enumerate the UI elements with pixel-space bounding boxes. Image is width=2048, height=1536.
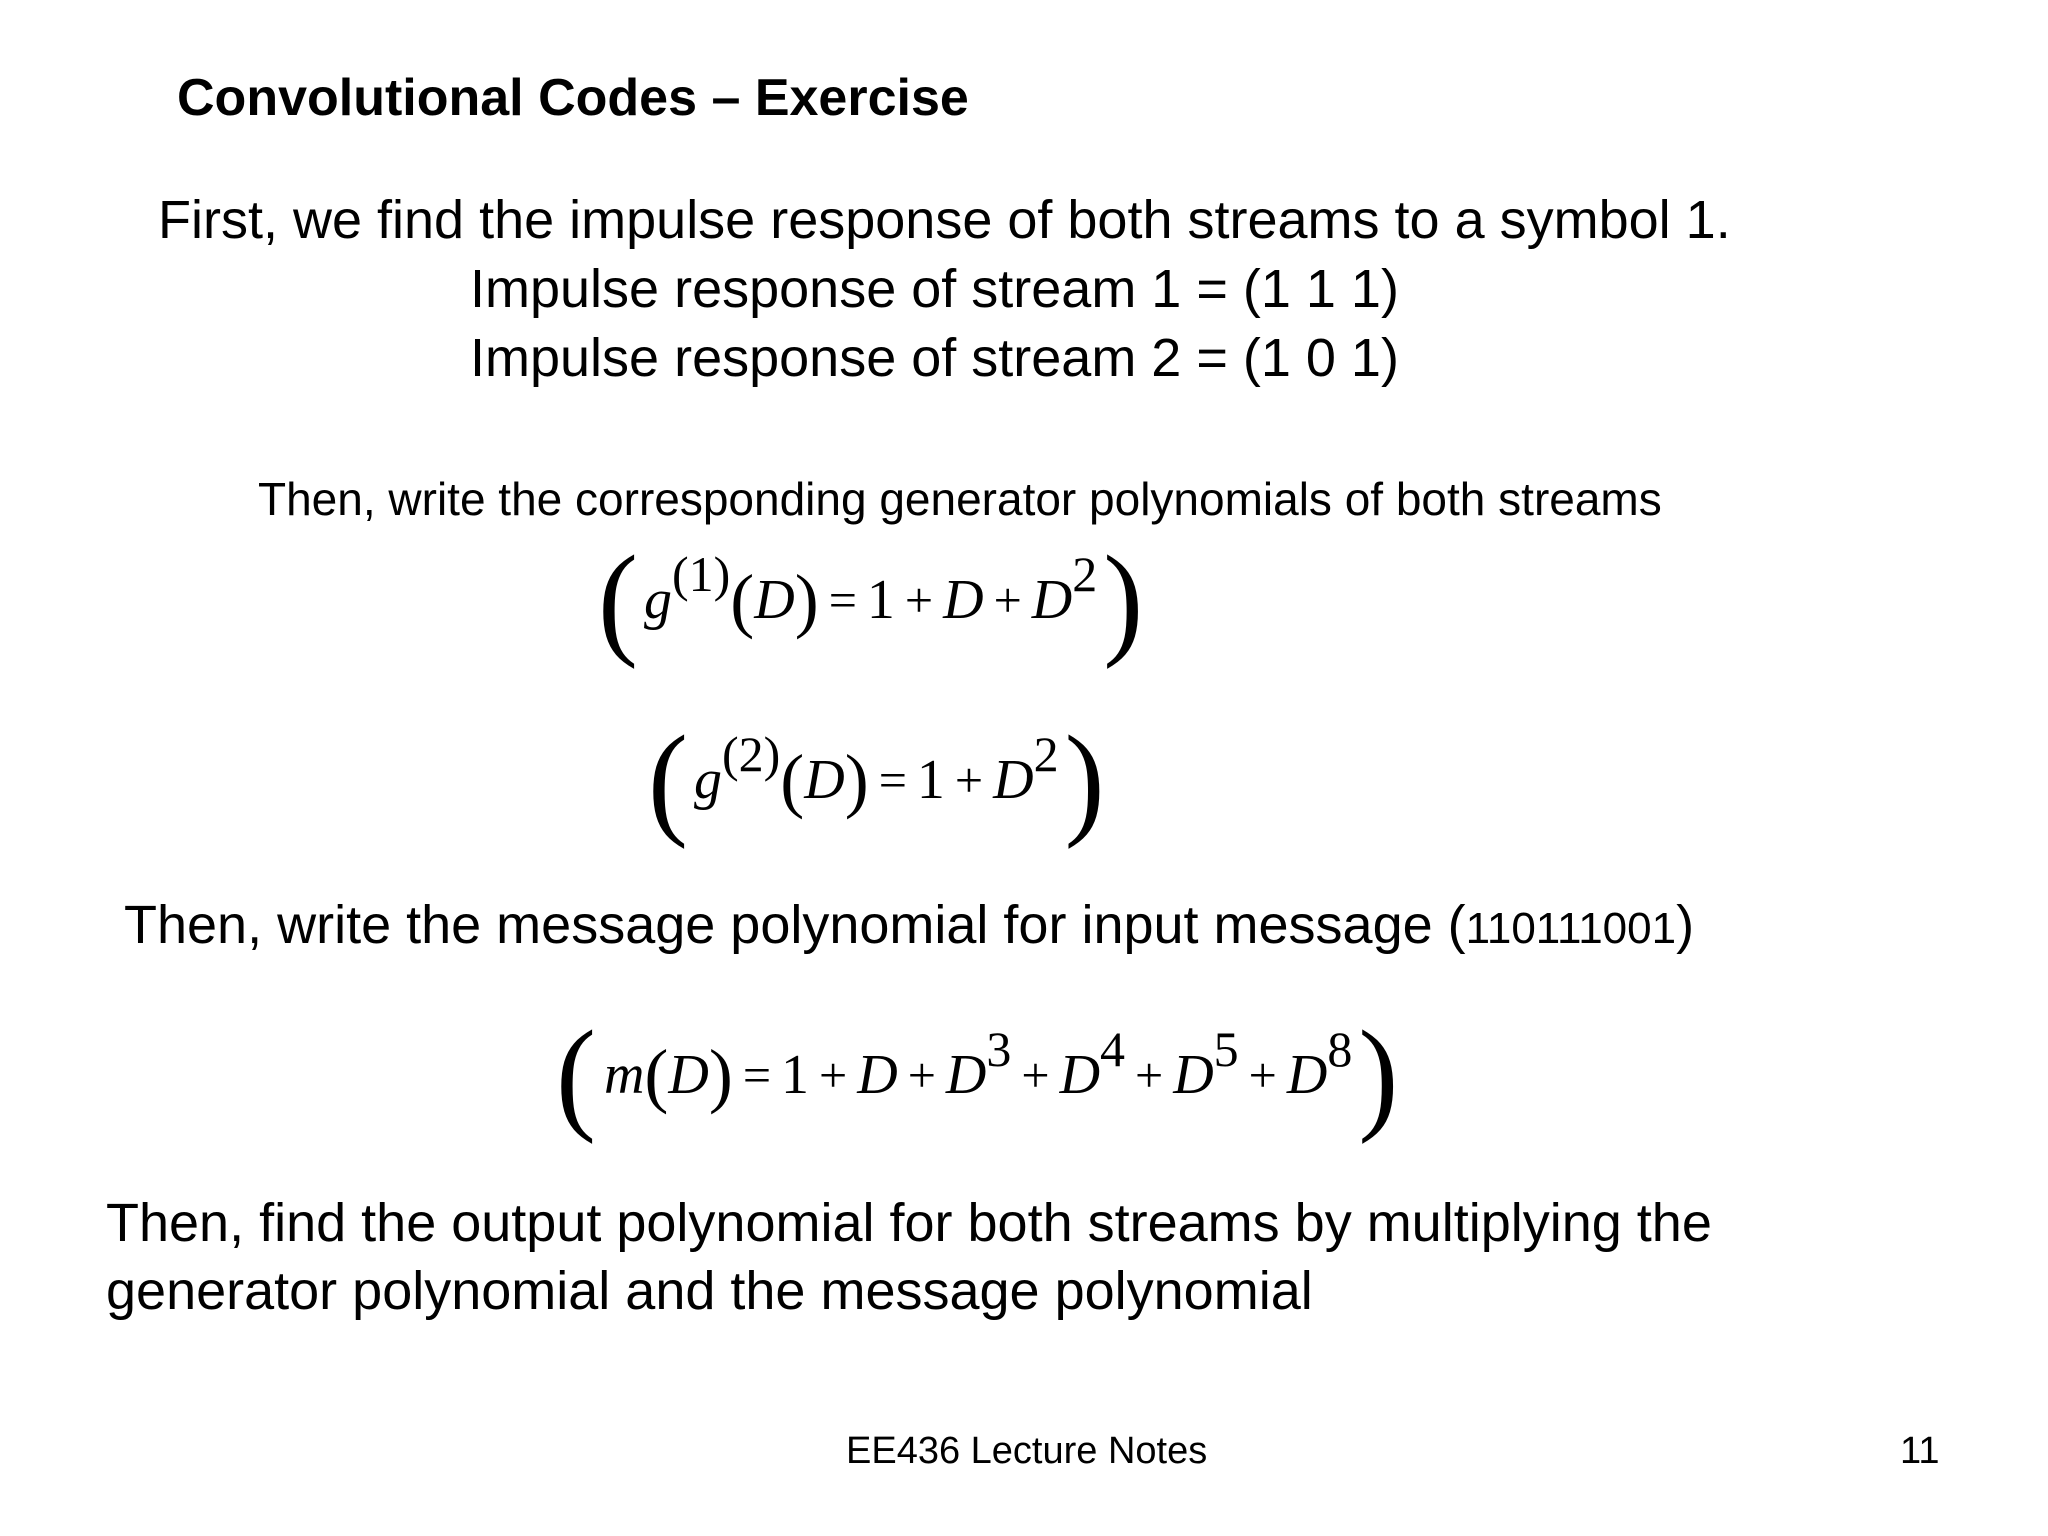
term: D xyxy=(1031,569,1073,631)
variable: D xyxy=(668,1044,709,1106)
equals-sign: = xyxy=(878,752,907,808)
exponent: 2 xyxy=(1033,726,1059,782)
page-number: 11 xyxy=(1900,1430,1940,1472)
plus-sign: + xyxy=(1248,1047,1277,1103)
plus-sign: + xyxy=(954,752,984,808)
output-instruction-line-2: generator polynomial and the message polynomial xyxy=(106,1261,1313,1321)
right-bracket: ) xyxy=(1358,1004,1399,1145)
left-bracket: ( xyxy=(598,529,638,670)
open-paren: ( xyxy=(780,739,805,820)
right-bracket: ) xyxy=(1103,529,1144,670)
term: D xyxy=(993,749,1034,811)
left-bracket: ( xyxy=(556,1004,596,1145)
plus-sign: + xyxy=(819,1047,848,1103)
term: D xyxy=(943,569,984,631)
impulse-response-2: Impulse response of stream 2 = (1 0 1) xyxy=(470,328,1399,388)
left-bracket: ( xyxy=(648,709,688,850)
equals-sign: = xyxy=(828,572,857,628)
plus-sign: + xyxy=(904,572,934,628)
term: D xyxy=(1059,1044,1101,1106)
function-symbol: m xyxy=(603,1044,645,1106)
plus-sign: + xyxy=(1135,1047,1164,1103)
impulse-response-1: Impulse response of stream 1 = (1 1 1) xyxy=(470,259,1399,319)
message-instruction xyxy=(124,895,1695,955)
plus-sign: + xyxy=(993,572,1022,628)
right-bracket: ) xyxy=(1064,709,1105,850)
plus-sign: + xyxy=(907,1047,936,1103)
slide-title: Convolutional Codes – Exercise xyxy=(177,69,969,127)
function-symbol: g xyxy=(693,749,722,811)
exponent: 8 xyxy=(1327,1021,1353,1077)
term: D xyxy=(857,1044,898,1106)
close-paren: ) xyxy=(794,559,819,640)
term: D xyxy=(1173,1044,1214,1106)
superscript: (2) xyxy=(721,726,781,782)
intro-text: First, we find the impulse response of both streams to a symbol 1. xyxy=(158,190,1731,250)
open-paren: ( xyxy=(730,559,755,640)
footer-text: EE436 Lecture Notes xyxy=(846,1430,1208,1472)
closing-paren: ) xyxy=(1676,895,1695,955)
exponent: 5 xyxy=(1213,1021,1239,1077)
open-paren: ( xyxy=(644,1034,669,1115)
generator-polynomial-2 xyxy=(648,710,1105,850)
output-instruction-line-1: Then, find the output polynomial for both streams by multiplying the xyxy=(106,1193,1712,1253)
exponent: 2 xyxy=(1072,546,1098,602)
close-paren: ) xyxy=(844,739,869,820)
message-instruction-text: Then, write the message polynomial for input message ( xyxy=(124,895,1466,955)
message-polynomial xyxy=(556,1005,1398,1145)
close-paren: ) xyxy=(708,1034,733,1115)
superscript: (1) xyxy=(671,546,731,602)
generator-polynomial-1 xyxy=(598,530,1143,670)
term: 1 xyxy=(866,569,895,631)
plus-sign: + xyxy=(1021,1047,1050,1103)
term: 1 xyxy=(781,1044,810,1106)
equals-sign: = xyxy=(742,1047,772,1103)
term: 1 xyxy=(916,749,945,811)
generator-instruction: Then, write the corresponding generator polynomials of both streams xyxy=(258,473,1662,525)
variable: D xyxy=(804,749,845,811)
function-symbol: g xyxy=(643,569,672,631)
term: D xyxy=(1286,1044,1328,1106)
exponent: 3 xyxy=(986,1021,1012,1077)
input-message-bits: 110111001 xyxy=(1465,904,1677,953)
term: D xyxy=(945,1044,987,1106)
variable: D xyxy=(754,569,795,631)
exponent: 4 xyxy=(1100,1021,1126,1077)
